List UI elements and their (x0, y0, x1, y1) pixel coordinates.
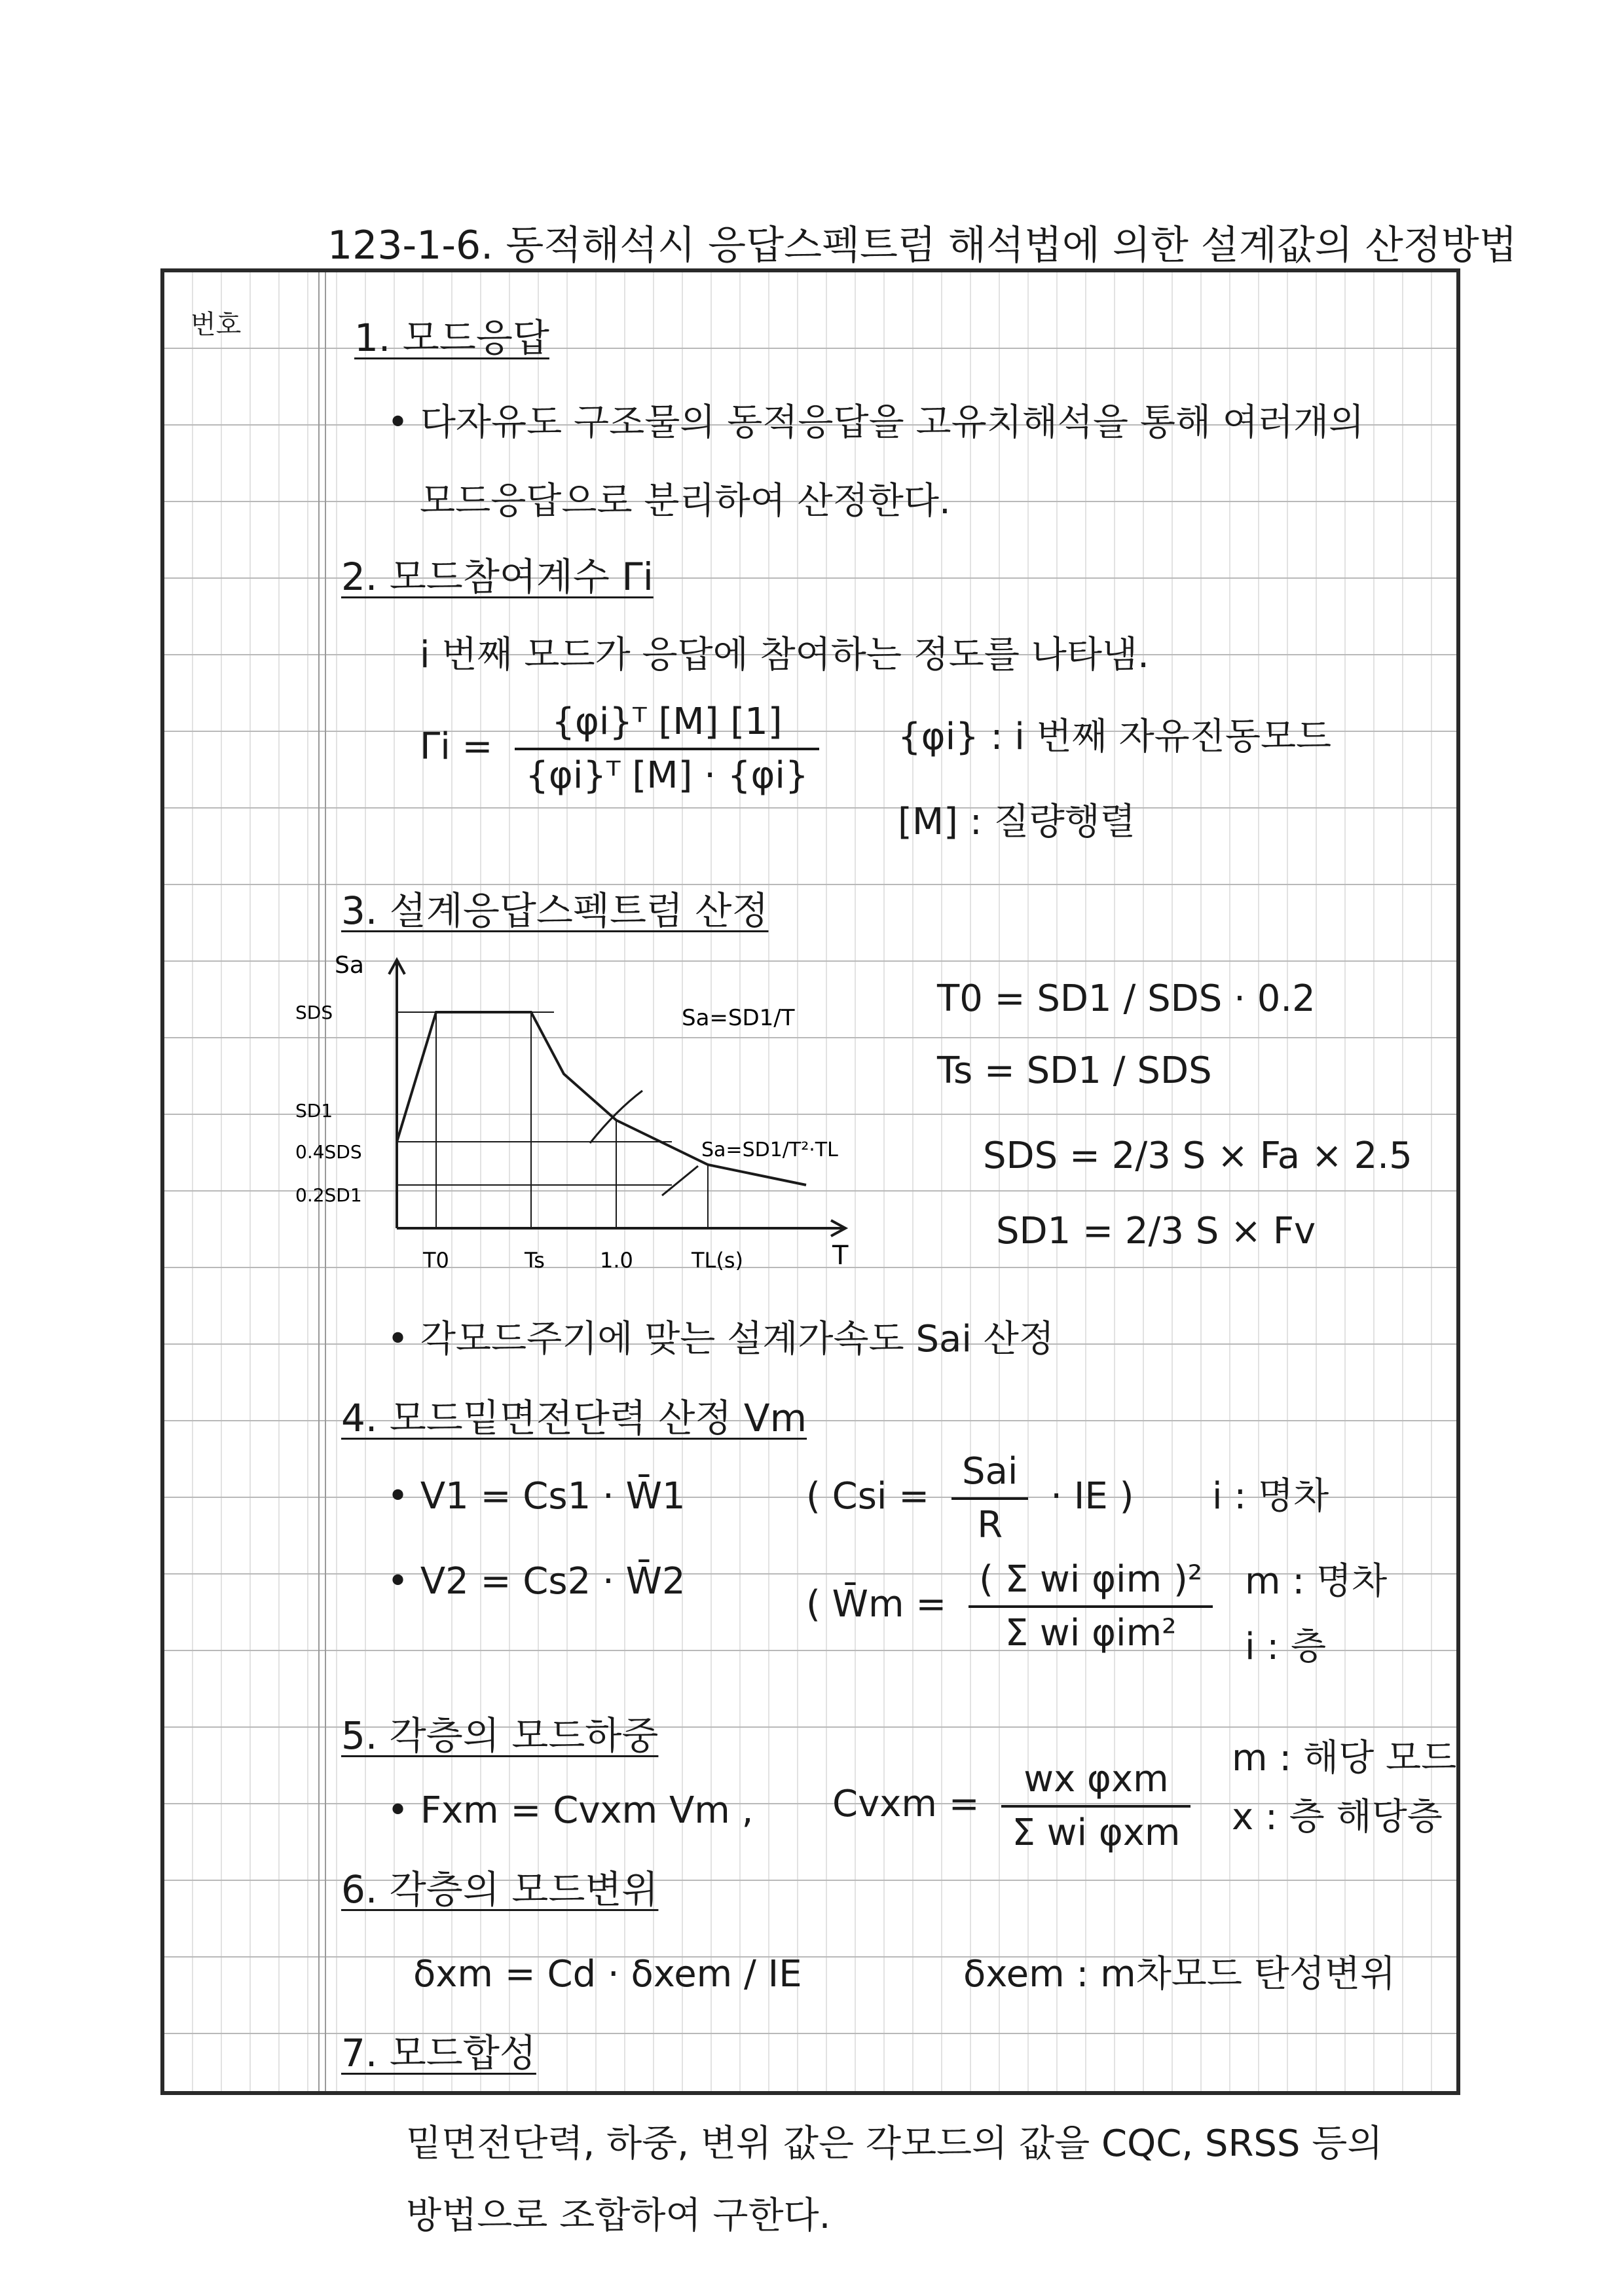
section-1-line-2: 모드응답으로 분리하여 산정한다. (420, 480, 951, 522)
section-7-heading: 7. 모드합성 (341, 2031, 536, 2075)
cvxm-fraction (1001, 1757, 1190, 1856)
w-fraction (969, 1557, 1213, 1656)
cs-lhs: ( Csi = (806, 1475, 930, 1518)
participation-factor-formula (420, 698, 830, 799)
floor-definition: x : 층 해당층 (1232, 1796, 1443, 1838)
cs-numerator: Sai (951, 1449, 1028, 1500)
section-3-note: • 각모드주기에 맞는 설계가속도 Sai 산정 (387, 1318, 1054, 1360)
curve-label-long-period: Sa=SD1/T²·TL (701, 1139, 838, 1161)
cs-definition: i : 명차 (1212, 1475, 1329, 1518)
y-axis-label: Sa (335, 952, 364, 979)
fraction-denominator: {φi}ᵀ [M] · {φi} (525, 754, 809, 797)
formula-lhs: Γi = (420, 725, 493, 768)
cs-denominator: R (977, 1503, 1003, 1546)
section-1-heading: 1. 모드응답 (354, 316, 549, 360)
section-7-line-2: 방법으로 조합하여 구한다. (406, 2195, 831, 2237)
displacement-equation: δxm = Cd · δxem / IE (413, 1953, 802, 1995)
sds-equation: SDS = 2/3 S × Fa × 2.5 (983, 1135, 1412, 1177)
x-tick-label: Ts (525, 1248, 545, 1273)
vertical-distribution-formula (832, 1752, 1201, 1857)
number-header: 번호 (191, 310, 242, 340)
x-tick-label: TL(s) (692, 1248, 744, 1273)
y-tick-label: SDS (295, 1002, 333, 1023)
x-axis-label: T (832, 1241, 849, 1271)
w-numerator: ( Σ wi φim )² (969, 1557, 1213, 1608)
w-definition-2: i : 층 (1245, 1626, 1327, 1668)
x-tick-label: 1.0 (600, 1248, 633, 1273)
section-3-heading: 3. 설계응답스펙트럼 산정 (341, 888, 769, 933)
mode-shape-definition: {φi} : i 번째 자유진동모드 (898, 716, 1332, 758)
section-7-line-1: 밑면전단력, 하중, 변위 값은 각모드의 값을 CQC, SRSS 등의 (406, 2123, 1383, 2165)
y-tick-label: 0.4SDS (295, 1141, 362, 1163)
cvxm-denominator: Σ wi φxm (1012, 1811, 1181, 1854)
cvxm-lhs: Cvxm = (832, 1783, 980, 1825)
w-lhs: ( W̄m = (806, 1583, 947, 1626)
section-5-heading: 5. 각층의 모드하중 (341, 1713, 659, 1758)
floor-force-equation: • Fxm = Cvxm Vm , (387, 1789, 754, 1832)
page-title: 123-1-6. 동적해석시 응답스펙트럼 해석법에 의한 설계값의 산정방법 (327, 223, 1517, 268)
lined-answer-sheet (160, 268, 1460, 2095)
cvxm-numerator: wx φxm (1001, 1757, 1190, 1808)
cs-fraction (951, 1449, 1028, 1548)
y-tick-label: 0.2SD1 (295, 1184, 362, 1206)
section-2-heading: 2. 모드참여계수 Γi (341, 555, 654, 599)
w-definition-1: m : 명차 (1245, 1560, 1388, 1603)
t0-equation: T0 = SD1 / SDS · 0.2 (937, 977, 1316, 1020)
v1-equation: • V1 = Cs1 · W̄1 (387, 1475, 686, 1518)
ts-equation: Ts = SD1 / SDS (937, 1049, 1212, 1092)
elastic-displacement-definition: δxem : m차모드 탄성변위 (963, 1953, 1396, 1995)
w-denominator: Σ wi φim² (1005, 1611, 1177, 1654)
x-tick-label: T0 (423, 1248, 449, 1273)
effective-weight-formula (806, 1552, 1223, 1657)
section-1-line-1: • 다자유도 구조물의 동적응답을 고유치해석을 통해 여러개의 (387, 401, 1365, 444)
fraction-numerator: {φi}ᵀ [M] [1] (515, 699, 819, 750)
curve-label-descending: Sa=SD1/T (682, 1005, 795, 1031)
section-2-line-1: i 번째 모드가 응답에 참여하는 정도를 나타냄. (420, 634, 1149, 676)
v2-equation: • V2 = Cs2 · W̄2 (387, 1560, 686, 1603)
design-response-spectrum-chart (164, 940, 872, 1281)
section-6-heading: 6. 각층의 모드변위 (341, 1867, 659, 1912)
seismic-coefficient-formula (806, 1444, 1134, 1549)
annotation-arrow-2 (662, 1166, 698, 1195)
mode-definition: m : 해당 모드 (1232, 1737, 1457, 1779)
y-tick-label: SD1 (295, 1100, 333, 1121)
mass-matrix-definition: [M] : 질량행렬 (898, 801, 1135, 843)
cs-tail: · IE ) (1050, 1475, 1134, 1518)
fraction (515, 699, 819, 799)
section-4-heading: 4. 모드밑면전단력 산정 Vm (341, 1396, 807, 1440)
sd1-equation: SD1 = 2/3 S × Fv (996, 1210, 1316, 1252)
